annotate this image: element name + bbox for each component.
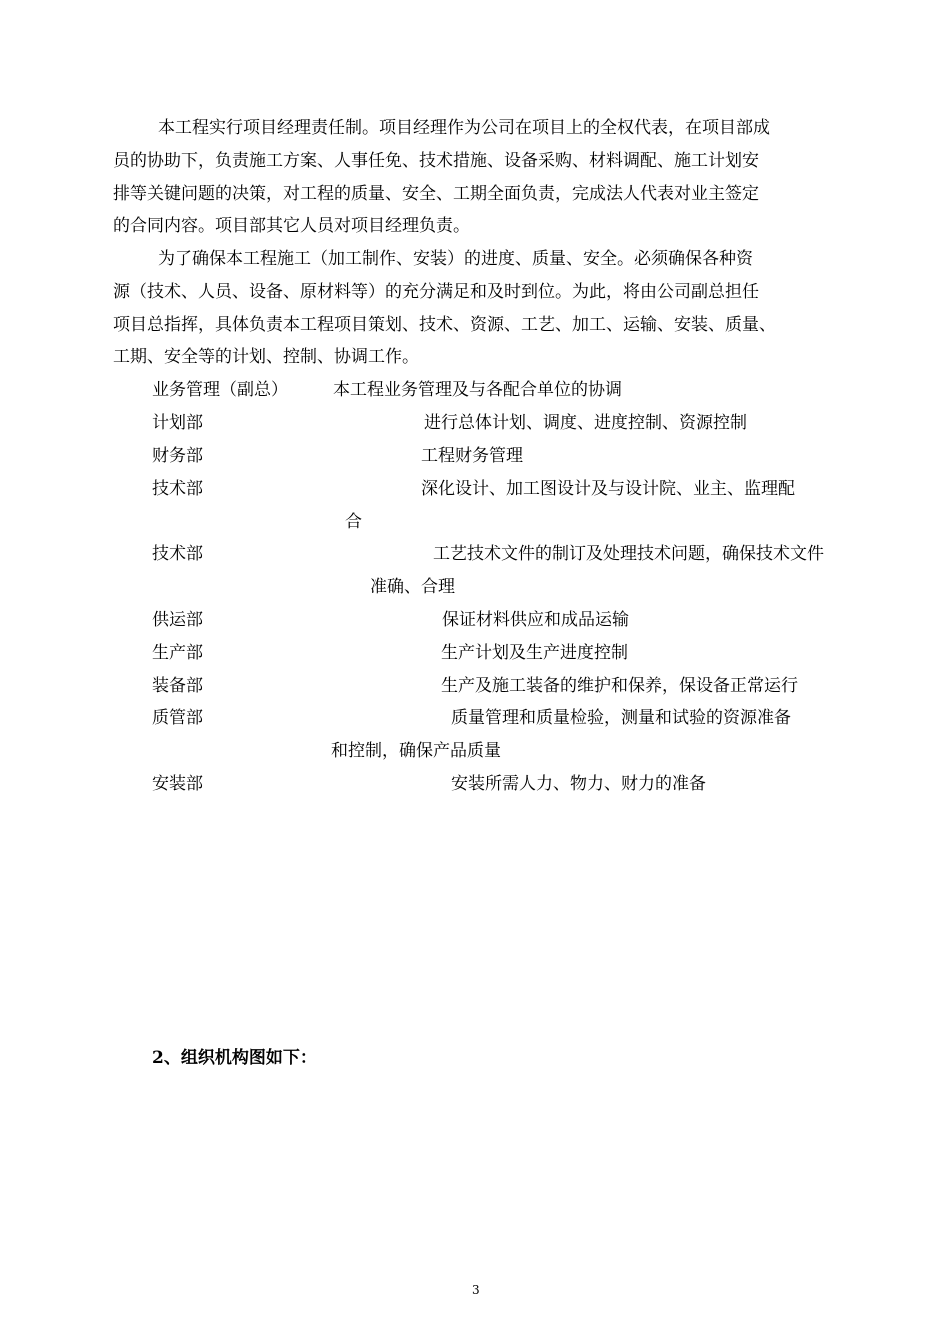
duty-7-dept: 装备部 xyxy=(152,676,203,696)
duty-1-dept: 计划部 xyxy=(152,413,203,433)
duty-7-desc: 生产及施工装备的维护和保养，保设备正常运行 xyxy=(441,676,798,696)
duty-1-desc: 进行总体计划、调度、进度控制、资源控制 xyxy=(424,413,747,433)
duty-5-desc: 保证材料供应和成品运输 xyxy=(442,610,629,630)
duty-8-desc: 质量管理和质量检验，测量和试验的资源准备 xyxy=(451,708,791,728)
paragraph-1-line-3: 排等关键问题的决策，对工程的质量、安全、工期全面负责，完成法人代表对业主签定 xyxy=(113,184,759,204)
page-number: 3 xyxy=(472,1283,480,1297)
duty-6-desc: 生产计划及生产进度控制 xyxy=(441,643,628,663)
duty-4-desc: 工艺技术文件的制订及处理技术问题，确保技术文件 xyxy=(433,544,824,564)
duty-2-desc: 工程财务管理 xyxy=(421,446,523,466)
duty-3-dept: 技术部 xyxy=(152,479,203,499)
duty-3-desc: 深化设计、加工图设计及与设计院、业主、监理配 xyxy=(421,479,795,499)
duty-6-dept: 生产部 xyxy=(152,643,203,663)
paragraph-2-line-2: 源（技术、人员、设备、原材料等）的充分满足和及时到位。为此，将由公司副总担任 xyxy=(113,282,759,302)
paragraph-2-line-4: 工期、安全等的计划、控制、协调工作。 xyxy=(113,347,419,367)
duty-2-dept: 财务部 xyxy=(152,446,203,466)
duty-0-dept: 业务管理（副总） xyxy=(152,380,288,400)
paragraph-1-line-1: 本工程实行项目经理责任制。项目经理作为公司在项目上的全权代表，在项目部成 xyxy=(158,118,770,138)
duty-4-dept: 技术部 xyxy=(152,544,203,564)
paragraph-2-line-3: 项目总指挥，具体负责本工程项目策划、技术、资源、工艺、加工、运输、安装、质量、 xyxy=(113,315,776,335)
paragraph-1-line-2: 员的协助下，负责施工方案、人事任免、技术措施、设备采购、材料调配、施工计划安 xyxy=(113,151,759,171)
duty-0-desc: 本工程业务管理及与各配合单位的协调 xyxy=(333,380,622,400)
duty-3-cont: 合 xyxy=(345,512,362,532)
paragraph-1-line-4: 的合同内容。项目部其它人员对项目经理负责。 xyxy=(113,216,470,236)
paragraph-2-line-1: 为了确保本工程施工（加工制作、安装）的进度、质量、安全。必须确保各种资 xyxy=(158,249,753,269)
duty-8-dept: 质管部 xyxy=(152,708,203,728)
duty-5-dept: 供运部 xyxy=(152,610,203,630)
duty-9-desc: 安装所需人力、物力、财力的准备 xyxy=(451,774,706,794)
section-heading: 2、组织机构图如下： xyxy=(152,1048,317,1068)
duty-4-cont: 准确、合理 xyxy=(370,577,455,597)
duty-9-dept: 安装部 xyxy=(152,774,203,794)
duty-8-cont: 和控制，确保产品质量 xyxy=(331,741,501,761)
